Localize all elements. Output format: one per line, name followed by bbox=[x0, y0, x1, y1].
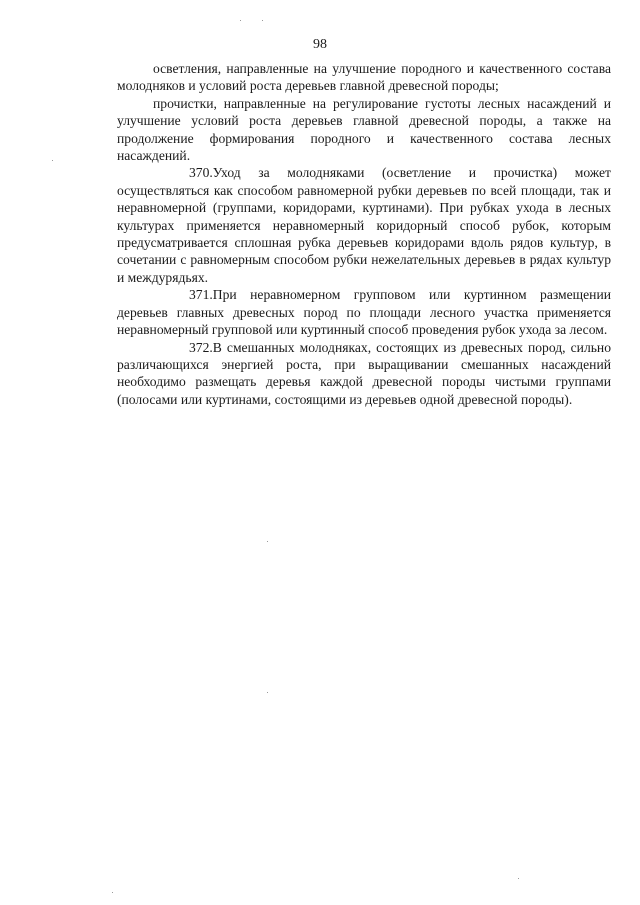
paragraph-text: В смешанных молодняках, состоящих из древесных пород, сильно различающихся энергией роста, при выращивании смешанных насаждений необходимо размещать деревья каждой древесной породы чистыми группами (полосами или куртинами, состоящими из деревьев одной древесной породы). bbox=[117, 339, 611, 407]
paragraph-cleaning bbox=[117, 95, 611, 165]
paragraph-370 bbox=[117, 164, 611, 286]
paragraph-number: 372. bbox=[189, 339, 213, 355]
scan-speck bbox=[267, 692, 268, 693]
paragraph-text: При неравномерном групповом или куртинном размещении деревьев главных древесных пород по площади лесного участка применяется неравномерный групповой или куртинный способ проведения рубок ухода за лесом. bbox=[117, 287, 611, 338]
paragraph-text: осветления, направленные на улучшение породного и качественного состава молодняков и условий роста деревьев главной древесной породы; bbox=[117, 61, 611, 94]
paragraph-text: прочистки, направленные на регулирование густоты лесных насаждений и улучшение условий роста деревьев главной древесной породы, а также на продолжение формирования породного и качественного состава лесных насаждений. bbox=[117, 95, 611, 164]
paragraph-number: 370. bbox=[189, 165, 213, 181]
paragraph-371 bbox=[117, 286, 611, 338]
scan-speck bbox=[518, 878, 519, 879]
page-number: 98 bbox=[313, 37, 327, 52]
scan-speck bbox=[267, 541, 268, 542]
document-body bbox=[117, 60, 611, 408]
paragraph-text: Уход за молодняками (осветление и прочистка) может осуществляться как способом равномерной рубки деревьев по всей площади, так и неравномерной (группами, коридорами, куртинами). При рубках ухода в лесных культурах применяется неравномерный коридорный способ рубок, которым предусматривается сплошная рубка деревьев коридорами вдоль рядов культур, в сочетании с равномерным способом рубки нежелательных деревьев в рядах культур и междурядьях. bbox=[117, 165, 611, 285]
paragraph-number: 371. bbox=[189, 287, 213, 303]
scan-speck bbox=[112, 892, 113, 893]
scan-speck bbox=[240, 20, 241, 21]
paragraph-lightening bbox=[117, 60, 611, 95]
scan-speck bbox=[262, 20, 263, 21]
paragraph-372 bbox=[117, 339, 611, 409]
scan-speck bbox=[52, 160, 53, 161]
